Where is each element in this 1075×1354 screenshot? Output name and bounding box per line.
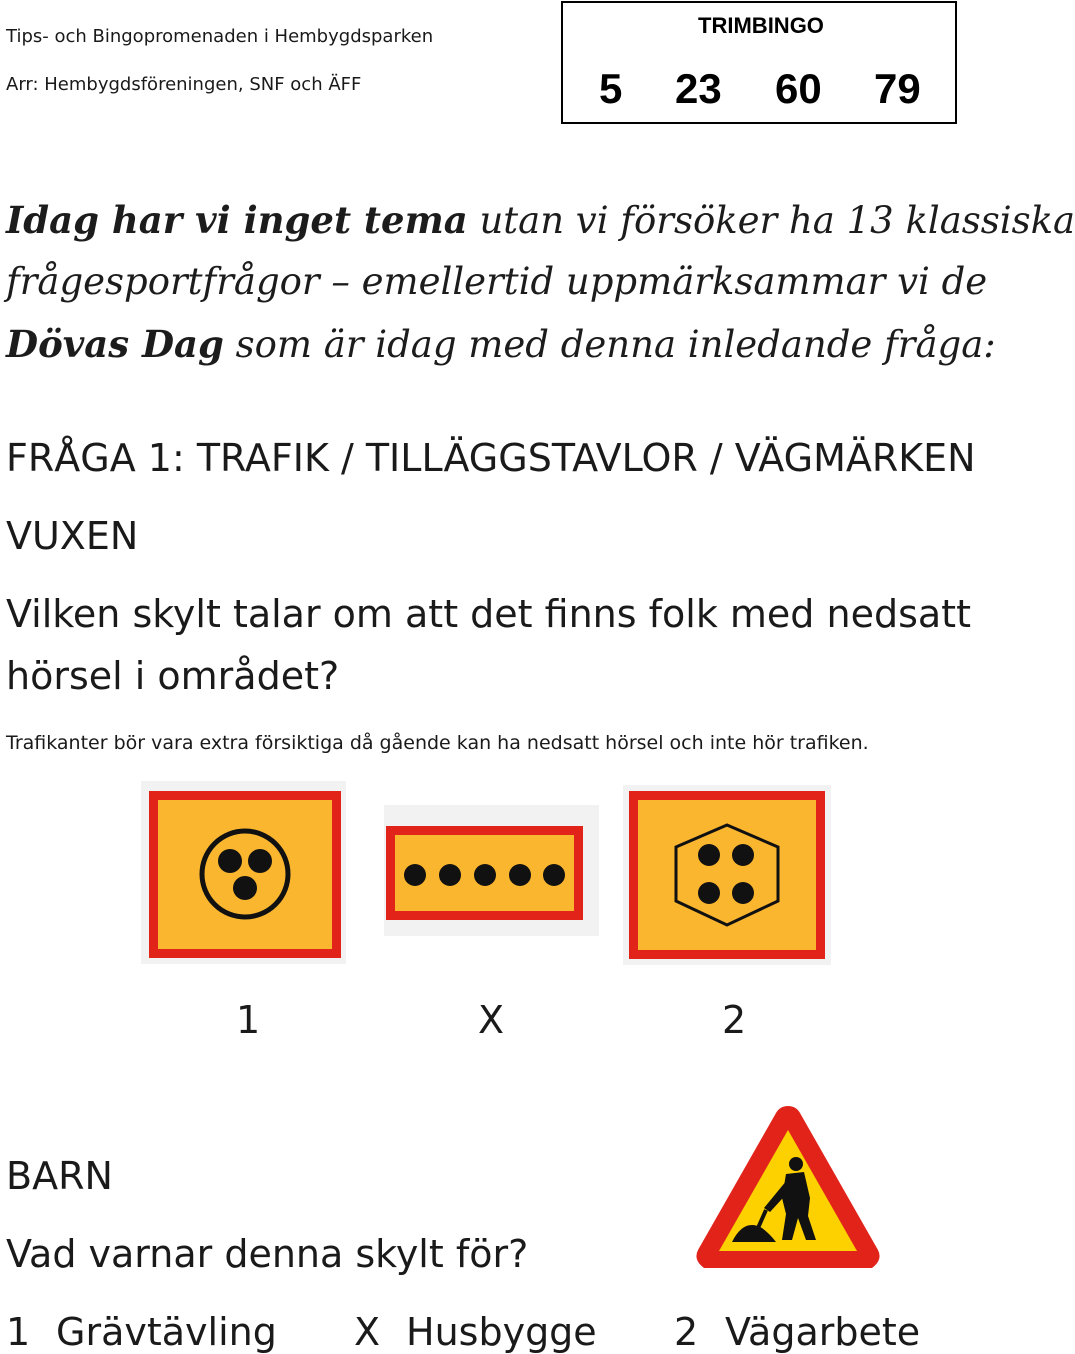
- kids-question: Vad varnar denna skylt för?: [6, 1232, 529, 1276]
- question-text: Vilken skylt talar om att det finns folk med nedsatt: [6, 592, 971, 636]
- intro-emphasis: Idag har vi inget tema: [6, 198, 468, 242]
- kids-option-key: 1: [6, 1310, 31, 1354]
- deaf-person-sign-icon: [384, 805, 599, 936]
- intro-text: som är idag med denna inledande fråga:: [223, 323, 996, 366]
- blind-person-sign-icon: [141, 781, 346, 964]
- bingo-number: 79: [874, 65, 921, 112]
- question-text: hörsel i området?: [6, 654, 340, 698]
- question-heading: FRÅGA 1: TRAFIK / TILLÄGGSTAVLOR / VÄGMÄRKEN: [6, 436, 976, 480]
- kids-option-label: Grävtävling: [56, 1310, 277, 1354]
- intro-emphasis: Dövas Dag: [6, 322, 224, 366]
- kids-option-label: Vägarbete: [725, 1310, 921, 1354]
- intro-line: [6, 322, 996, 366]
- kids-option-key: 2: [674, 1310, 699, 1354]
- category-adult: VUXEN: [6, 514, 139, 558]
- question-note: Trafikanter bör vara extra försiktiga då gående kan ha nedsatt hörsel och inte hör trafiken.: [6, 732, 869, 754]
- intro-text: utan vi försöker ha 13 klassiska: [467, 199, 1075, 242]
- bingo-box: [561, 1, 957, 124]
- answer-option-1: 1: [236, 998, 261, 1042]
- header-organizers: Arr: Hembygdsföreningen, SNF och ÄFF: [6, 74, 362, 95]
- bingo-number: 5: [599, 65, 623, 112]
- bingo-number: 60: [775, 65, 822, 112]
- road-work-warning-icon: [692, 1100, 884, 1275]
- header-title: Tips- och Bingopromenaden i Hembygdsparken: [6, 26, 434, 47]
- answer-option-x: X: [478, 998, 505, 1042]
- intro-line: frågesportfrågor – emellertid uppmärksammar vi de: [6, 260, 988, 303]
- category-child: BARN: [6, 1154, 113, 1198]
- bingo-title: TRIMBINGO: [698, 13, 824, 38]
- answer-option-2: 2: [722, 998, 747, 1042]
- intro-line: [6, 198, 1075, 242]
- bingo-number: 23: [675, 65, 722, 112]
- kids-option-label: Husbygge: [406, 1310, 597, 1354]
- deafblind-person-sign-icon: [623, 785, 831, 965]
- kids-option-key: X: [354, 1310, 381, 1354]
